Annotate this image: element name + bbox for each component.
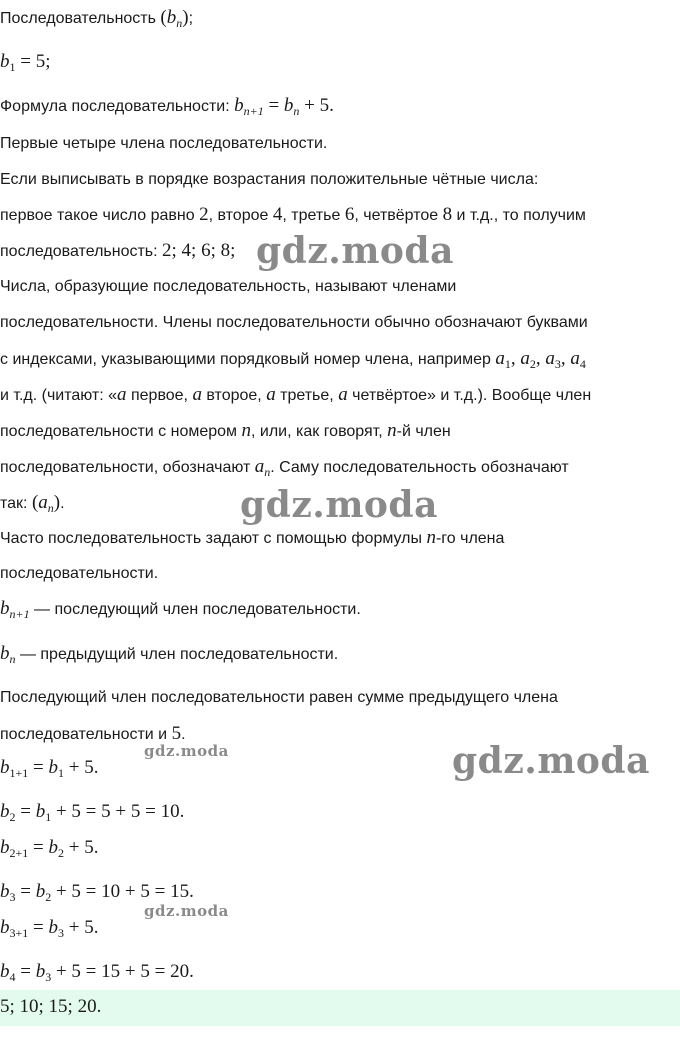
line-10: с индексами, указывающими порядковый номер члена, например $a_1$, $a_2$, $a_3$, $a_4$ [0,348,586,371]
line-17: $b_{n+1}$ — последующий член последовательности. [0,598,361,621]
line-4: Первые четыре члена последовательности. [0,135,328,152]
line-19: Последующий член последовательности равен сумме предыдущего члена [0,689,558,706]
line-6: первое такое число равно 2, второе 4, третье 6, четвёртое 8 и т.д., то получим [0,204,586,225]
line-7: последовательность: 2; 4; 6; 8; [0,240,236,261]
answer-box [0,990,680,1026]
watermark: gdz.moda [144,902,229,920]
line-12: последовательности с номером n, или, как говорят, n-й член [0,420,451,441]
line-14: так: $(a_n)$. [0,492,65,515]
equation-5: $b_{3+1} = b_3 + 5$. [0,917,99,940]
watermark: gdz.moda [256,230,454,272]
math: $(b_n)$ [160,7,189,30]
watermark: gdz.moda [144,742,229,760]
text: Последовательность [0,10,161,27]
equation-1: $b_{1+1} = b_1 + 5$. [0,757,99,780]
watermark: gdz.moda [240,484,438,526]
line-1: Последовательность $(b_n)$; [0,7,194,30]
line-2: $b_1 = 5$; [0,51,51,74]
line-5: Если выписывать в порядке возрастания положительные чётные числа: [0,171,539,188]
line-20: последовательности и 5. [0,723,186,744]
line-3: Формула последовательности: $b_{n+1} = b_n + 5$. [0,95,334,118]
line-18: $b_n$ — предыдущий член последовательности. [0,643,339,666]
line-8: Числа, образующие последовательность, называют членами [0,278,457,295]
line-11: и т.д. (читают: «a первое, a второе, a третье, a четвёртое» и т.д.). Вообще член [0,384,592,405]
equation-2: $b_2 = b_1 + 5 = 5 + 5 = 10$. [0,801,185,824]
line-15: Часто последовательность задают с помощью формулы n-го члена [0,527,505,548]
line-16: последовательности. [0,565,159,582]
equation-6: $b_4 = b_3 + 5 = 15 + 5 = 20$. [0,961,194,984]
equation-3: $b_{2+1} = b_2 + 5$. [0,837,99,860]
answer-text: 5; 10; 15; 20. [0,996,102,1017]
line-9: последовательности. Члены последовательности обычно обозначают буквами [0,314,588,331]
watermark: gdz.moda [452,740,650,782]
equation-4: $b_3 = b_2 + 5 = 10 + 5 = 15$. [0,881,194,904]
line-13: последовательности, обозначают $a_n$. Саму последовательность обозначают [0,456,569,479]
